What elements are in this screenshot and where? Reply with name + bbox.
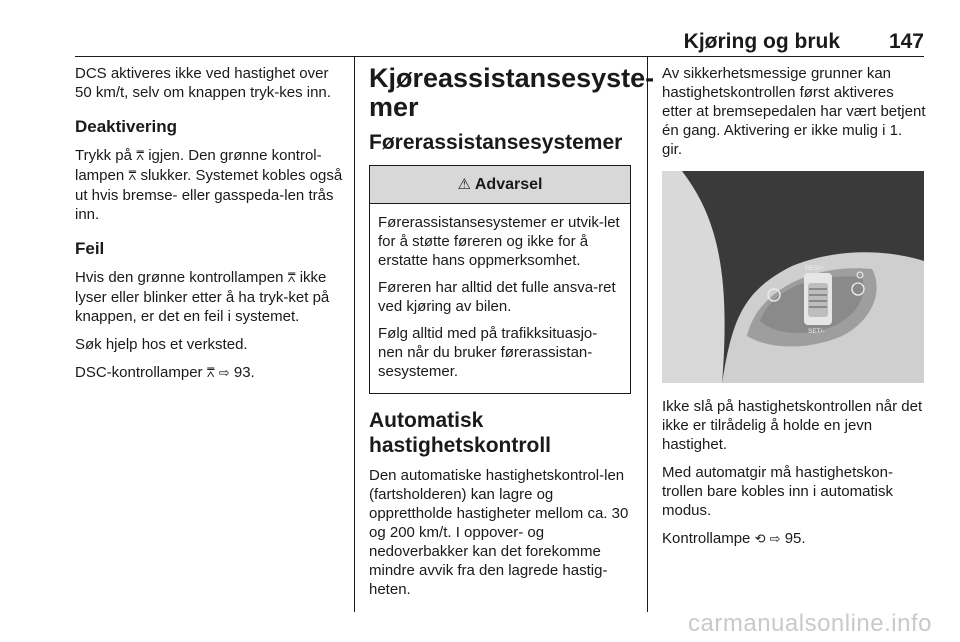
page-header-title: Kjøring og bruk: [683, 30, 840, 53]
warning-paragraph: Førerassistansesystemer er utvik-let for å støtte føreren og ikke for å erstatte hans oppmerksomhet.: [378, 214, 620, 269]
dcs-lamp-icon: ⩞: [287, 271, 296, 286]
automatic-mode-text: Med automatgir må hastighetskon-trollen bare kobles inn i automatisk modus.: [662, 464, 893, 519]
warning-triangle-icon: ⚠: [457, 175, 471, 193]
dcs-intro-text: DCS aktiveres ikke ved hastighet over 50 km/t, selv om knappen tryk-kes inn.: [75, 65, 331, 101]
cruise-description-text: Den automatiske hastighetskontrol-len (fartsholderen) kan lagre og opprettholde hastigheter mellom ca. 30 og 200 km/t. I oppover- og nedoverbakker kan det forekomme mindre avvik fra den lagrede hastig-heten.: [369, 467, 629, 598]
page-reference-arrow-icon: ⇨: [769, 532, 781, 547]
page-reference-link[interactable]: 95.: [784, 530, 806, 547]
column-divider-left: [354, 56, 355, 612]
dcs-lamp-icon: ⩞: [136, 149, 145, 164]
dsc-lamp-reference: DSC-kontrollamper ⩞ ⇨ 93.: [75, 364, 255, 381]
header-rule: [75, 56, 924, 57]
workshop-text: Søk hjelp hos et verksted.: [75, 336, 248, 353]
cruise-control-icon: ⟲: [754, 532, 766, 547]
dcs-lamp-icon: ⩞: [206, 366, 215, 381]
deaktivering-text: Trykk på ⩞ igjen. Den grønne kontrol-lampen ⩞ slukker. Systemet kobles også ut hvis bremse- eller gasspeda-len trås inn.: [75, 147, 343, 223]
right-column: [662, 64, 926, 558]
warning-paragraph: Føreren har alltid det fulle ansva-ret ved kjøring av bilen.: [378, 279, 616, 315]
steering-wheel-illustration: [662, 171, 924, 383]
section-heading-feil: Feil: [75, 239, 105, 258]
page-number: 147: [888, 30, 924, 53]
warning-paragraph: Følg alltid med på trafikksituasjo-nen når du bruker førerassistan-sesystemer.: [378, 325, 598, 380]
page-reference-arrow-icon: ⇨: [218, 366, 230, 381]
warning-box: [369, 165, 631, 394]
safety-text: Av sikkerhetsmessige grunner kan hastighetskontrollen først aktiveres etter at bremsepedalen har vært betjent én gang. Aktivering er ikke mulig i 1. gir.: [662, 65, 926, 158]
dcs-lamp-icon: ⩞: [128, 169, 137, 184]
res-label: RES/+: [805, 265, 824, 272]
control-lamp-reference: Kontrollampe ⟲ ⇨ 95.: [662, 530, 806, 547]
cruise-advice-text: Ikke slå på hastighetskontrollen når det ikke er tilrådelig å holde en jevn hastighet.: [662, 398, 923, 453]
section-heading-forerassistanse: Førerassistansesystemer: [369, 131, 623, 154]
column-divider-right: [647, 56, 648, 612]
left-column: [75, 64, 345, 392]
page-reference-link[interactable]: 93.: [233, 364, 255, 381]
section-heading-deaktivering: Deaktivering: [75, 117, 178, 136]
middle-column: [369, 63, 655, 608]
feil-text: Hvis den grønne kontrollampen ⩞ ikke lyser eller blinker etter å ha tryk-ket på knappen, er det en feil i systemet.: [75, 269, 330, 325]
chapter-heading: Kjøreassistansesyste-mer: [369, 63, 655, 122]
steering-wheel-svg: [662, 171, 924, 383]
warning-body: [370, 204, 630, 393]
set-label: SET/-: [808, 328, 825, 335]
watermark: carmanualsonline.info: [688, 610, 932, 637]
warning-header: ⚠ Advarsel: [370, 166, 630, 204]
section-heading-automatisk: Automatisk hastighetskontroll: [369, 409, 552, 457]
